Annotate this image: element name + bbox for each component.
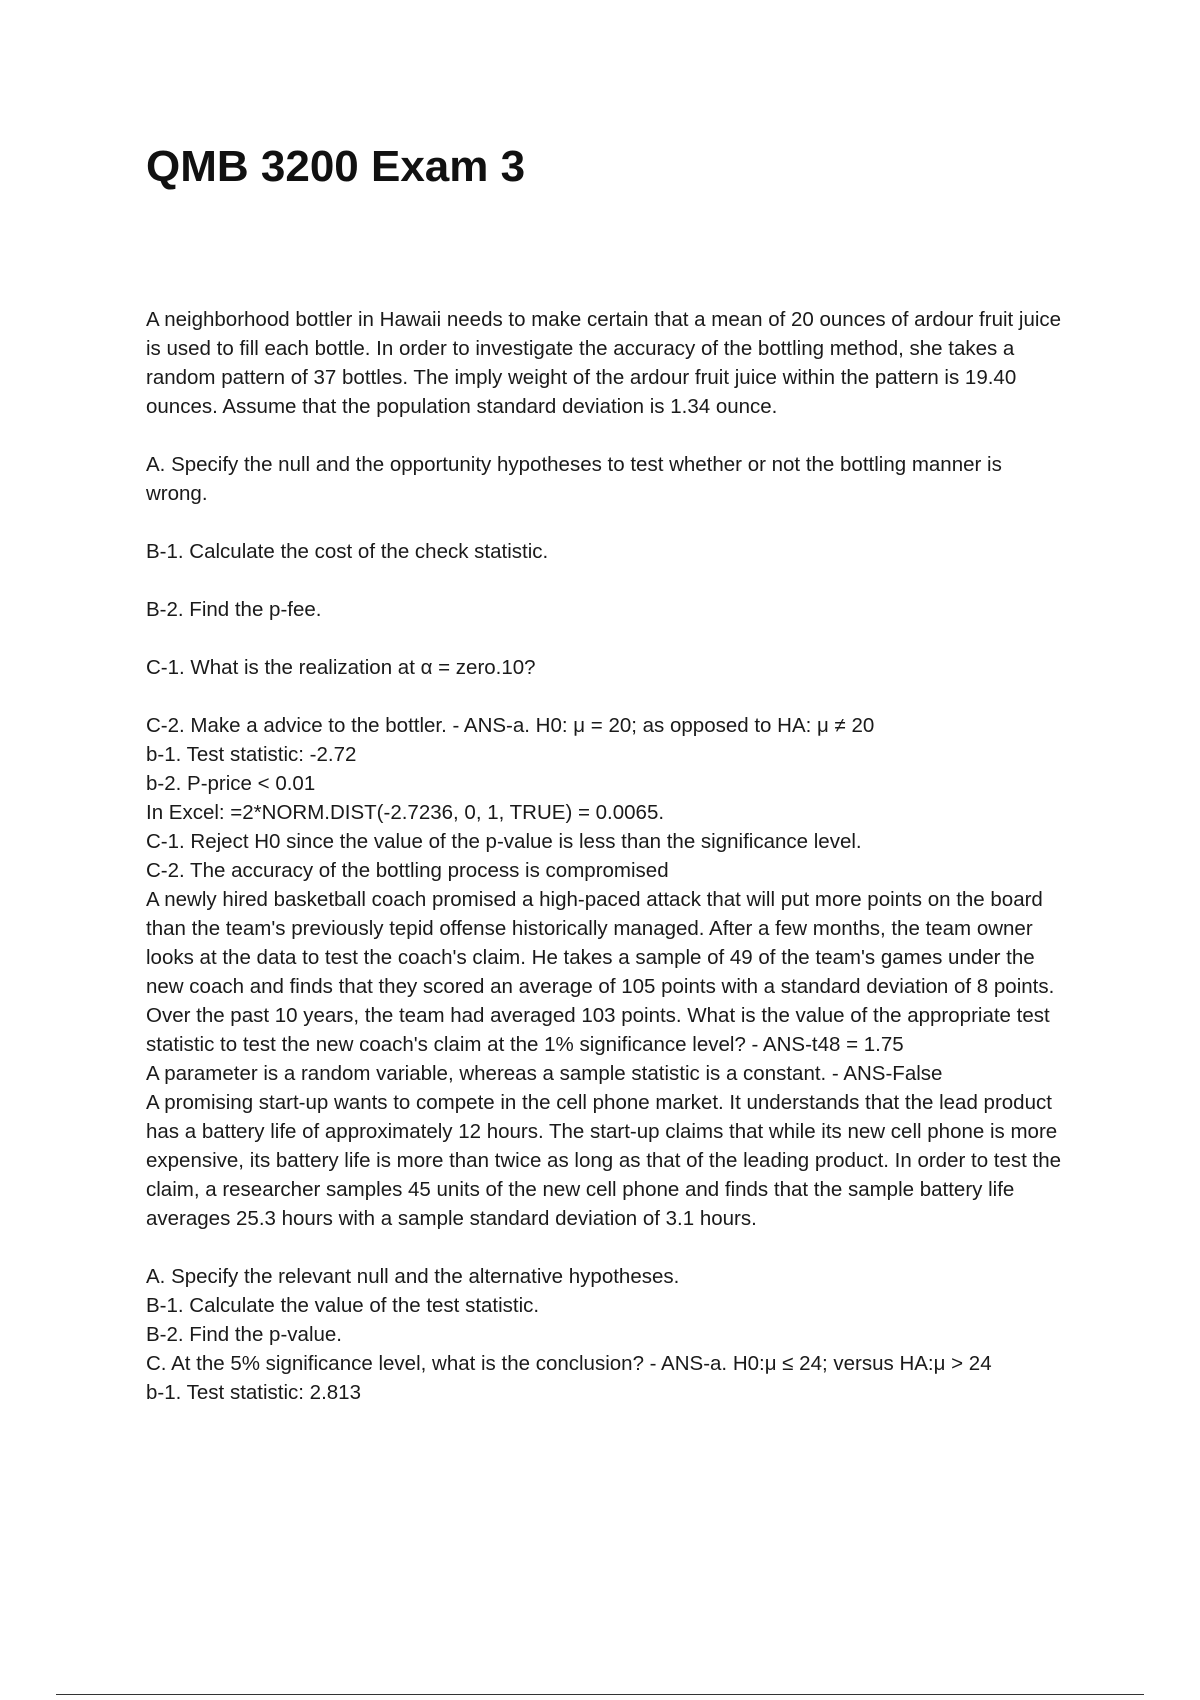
paragraph-basketball-problem: A newly hired basketball coach promised a high-paced attack that will put more points on the board than the team's previously tepid offense historically managed. After a few months, the team owner looks at the data to test the coach's claim. He takes a sample of 49 of the team's games under the new coach and finds that they scored an average of 105 points with a standard deviation of 8 points. Over the past 10 years, the team had averaged 103 points. What is the value of the appropriate test statistic to test the new coach's claim at the 1% significance level? - ANS-t48 = 1.75 xyxy=(146,888,1055,1056)
paragraph-bottler-problem: A neighborhood bottler in Hawaii needs to make certain that a mean of 20 ounces of ardour fruit juice is used to fill each bottle. In order to investigate the accuracy of the bottling method, she takes a random pattern of 37 bottles. The imply weight of the ardour fruit juice within the pattern is 19.40 ounces. Assume that the population standard deviation is 1.34 ounce. xyxy=(146,308,1062,418)
paragraph-startup-question-b1: B-1. Calculate the value of the test statistic. xyxy=(146,1294,540,1317)
paragraph-startup-question-a: A. Specify the relevant null and the alternative hypotheses. xyxy=(146,1265,680,1288)
document-title: QMB 3200 Exam 3 xyxy=(146,142,526,191)
footer-divider xyxy=(56,1694,1144,1695)
paragraph-answer-b1: b-1. Test statistic: -2.72 xyxy=(146,743,357,766)
paragraph-question-a: A. Specify the null and the opportunity hypotheses to test whether or not the bottling manner is wrong. xyxy=(146,453,1002,505)
paragraph-answer-b2: b-2. P-price < 0.01 xyxy=(146,772,316,795)
paragraph-question-c1: C-1. What is the realization at α = zero.10? xyxy=(146,656,536,679)
paragraph-question-c2-answer: C-2. Make a advice to the bottler. - ANS-a. H0: μ = 20; as opposed to HA: μ ≠ 20 xyxy=(146,714,875,737)
paragraph-question-b1: B-1. Calculate the cost of the check statistic. xyxy=(146,540,549,563)
paragraph-answer-c1: C-1. Reject H0 since the value of the p-value is less than the significance level. xyxy=(146,830,862,853)
paragraph-startup-question-c-answer: C. At the 5% significance level, what is the conclusion? - ANS-a. H0:μ ≤ 24; versus HA:μ > 24 xyxy=(146,1352,992,1375)
paragraph-startup-question-b2: B-2. Find the p-value. xyxy=(146,1323,342,1346)
paragraph-parameter-question: A parameter is a random variable, whereas a sample statistic is a constant. - ANS-False xyxy=(146,1062,943,1085)
paragraph-question-b2: B-2. Find the p-fee. xyxy=(146,598,322,621)
paragraph-excel-formula: In Excel: =2*NORM.DIST(-2.7236, 0, 1, TRUE) = 0.0065. xyxy=(146,801,665,824)
paragraph-startup-answer-b1: b-1. Test statistic: 2.813 xyxy=(146,1381,361,1404)
document-body xyxy=(146,305,1066,1407)
paragraph-answer-c2: C-2. The accuracy of the bottling process is compromised xyxy=(146,859,669,882)
paragraph-startup-problem: A promising start-up wants to compete in the cell phone market. It understands that the lead product has a battery life of approximately 12 hours. The start-up claims that while its new cell phone is more expensive, its battery life is more than twice as long as that of the leading product. In order to test the claim, a researcher samples 45 units of the new cell phone and finds that the sample battery life averages 25.3 hours with a sample standard deviation of 3.1 hours. xyxy=(146,1091,1062,1230)
